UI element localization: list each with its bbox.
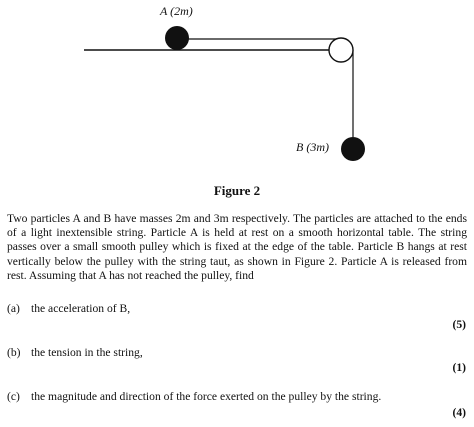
marks-part-c: (4)	[452, 406, 466, 419]
pulley	[329, 38, 353, 62]
label-particle-b: B (3m)	[296, 140, 329, 154]
part-text: the magnitude and direction of the force exerted on the pulley by the string.	[31, 390, 382, 403]
problem-statement: Two particles A and B have masses 2m and 3m respectively. The particles are attached to the ends of a light inextensible string. Particle A is held at rest on a smooth horizontal table. The string passes over a small smooth pulley which is fixed at the edge of the table. Particle B hangs at rest vertically below the pulley with the string taut, as shown in Figure 2. Particle A is released from rest. Assuming that A has not reached the pulley, find	[7, 212, 467, 282]
question-part-b	[7, 346, 462, 360]
pulley-diagram	[0, 0, 474, 175]
marks-part-b: (1)	[452, 361, 466, 374]
particle-b	[341, 137, 365, 161]
part-text: the tension in the string,	[31, 346, 143, 359]
part-text: the acceleration of B,	[31, 302, 131, 315]
part-label: (b)	[7, 346, 21, 359]
label-particle-a: A (2m)	[160, 4, 193, 18]
question-part-a	[7, 302, 462, 316]
particle-a	[165, 26, 189, 50]
question-part-c	[7, 390, 462, 404]
part-label: (a)	[7, 302, 20, 315]
part-label: (c)	[7, 390, 20, 403]
marks-part-a: (5)	[452, 318, 466, 331]
figure-caption: Figure 2	[213, 183, 261, 198]
